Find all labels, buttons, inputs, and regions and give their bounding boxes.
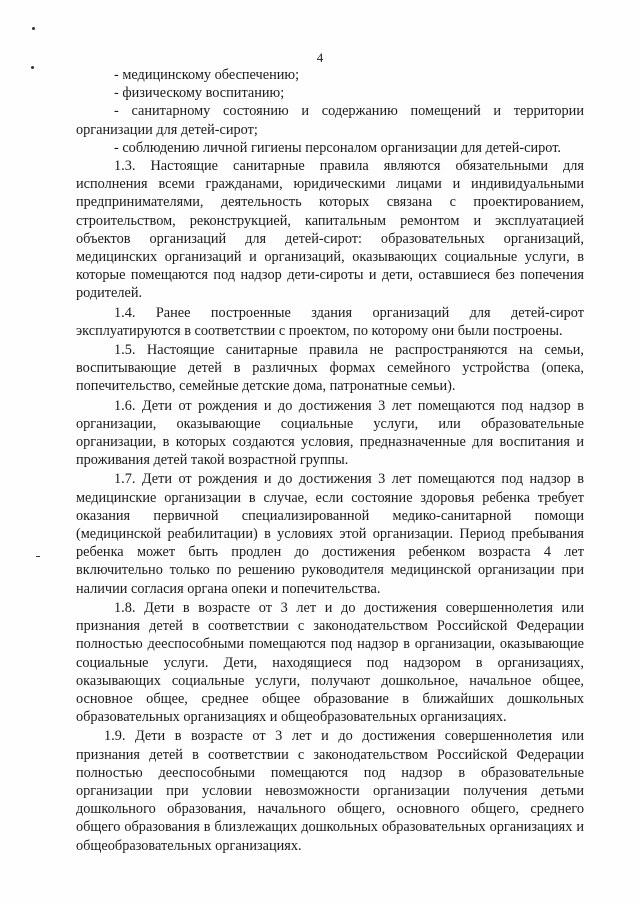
paragraph-1-3: 1.3. Настоящие санитарные правила являются обязательными для исполнения всеми гражданами, юридическими лицами и индивидуальными предпринимателями, деятельность которых связана с проектированием, строительством, реконструкцией, капитальным ремонтом и эксплуатацией объектов организаций для детей-сирот: образовательных организаций, медицинских организаций и организаций, оказывающих социальные услуги, в которые помещаются под надзор дети-сироты и дети, оставшиеся без попечения родителей.	[76, 158, 584, 302]
list-item: - физическому воспитанию;	[114, 85, 285, 102]
list-item: - соблюдению личной гигиены персоналом организации для детей-сирот.	[114, 139, 561, 156]
scan-speck	[32, 27, 35, 30]
paragraph-1-4: 1.4. Ранее построенные здания организаций для детей-сирот эксплуатируются в соответствии с проектом, по которому они были построены.	[76, 304, 584, 339]
list-item: - медицинскому обеспечению;	[114, 67, 300, 83]
paragraph-1-6: 1.6. Дети от рождения и до достижения 3 лет помещаются под надзор в организации, оказывающие социальные услуги, или образовательные организации, в которых создаются условия, предназначенные для воспитания и проживания детей такой возрастной группы.	[76, 397, 584, 469]
document-body	[76, 66, 584, 855]
paragraph-1-5: 1.5. Настоящие санитарные правила не распространяются на семьи, воспитывающие детей в различных формах семейного устройства (опека, попечительство, семейные детские дома, патронатные семьи).	[76, 342, 584, 395]
list-item: - санитарному состоянию и содержанию помещений и территории организации для детей-сирот;	[76, 103, 584, 138]
scan-speck	[36, 556, 40, 557]
paragraph-1-8: 1.8. Дети в возрасте от 3 лет и до достижения совершеннолетия или признания детей в соответствии с законодательством Российской Федерации полностью дееспособными помещаются под надзор в организации, оказывающие социальные услуги. Дети, находящиеся под надзором в организациях, оказывающих социальные услуги, получают дошкольное, начальное общее, основное общее, среднее общее образование в ближайших дошкольных образовательных организациях и общеобразовательных организациях.	[76, 599, 584, 726]
scan-speck	[31, 66, 34, 69]
paragraph-1-7: 1.7. Дети от рождения и до достижения 3 лет помещаются под надзор в медицинские организации в случае, если состояние здоровья ребенка требует оказания первичной специализированной медико-санитарной помощи (медицинской реабилитации) в условиях этой организации. Период пребывания ребенка может быть продлен до достижения ребенком возраста 4 лет включительно только по решению руководителя медицинской организации при наличии согласия органа опеки и попечительства.	[76, 471, 584, 597]
page-number: 4	[316, 50, 324, 65]
paragraph-1-9: 1.9. Дети в возрасте от 3 лет и до достижения совершеннолетия или признания детей в соответствии с законодательством Российской Федерации полностью дееспособными помещаются под надзор в образовательные организации при условии невозможности организации получения детьми дошкольного образования, начального общего, основного общего, среднего общего образования в близлежащих дошкольных образовательных организациях и общеобразовательных организациях.	[76, 728, 584, 854]
